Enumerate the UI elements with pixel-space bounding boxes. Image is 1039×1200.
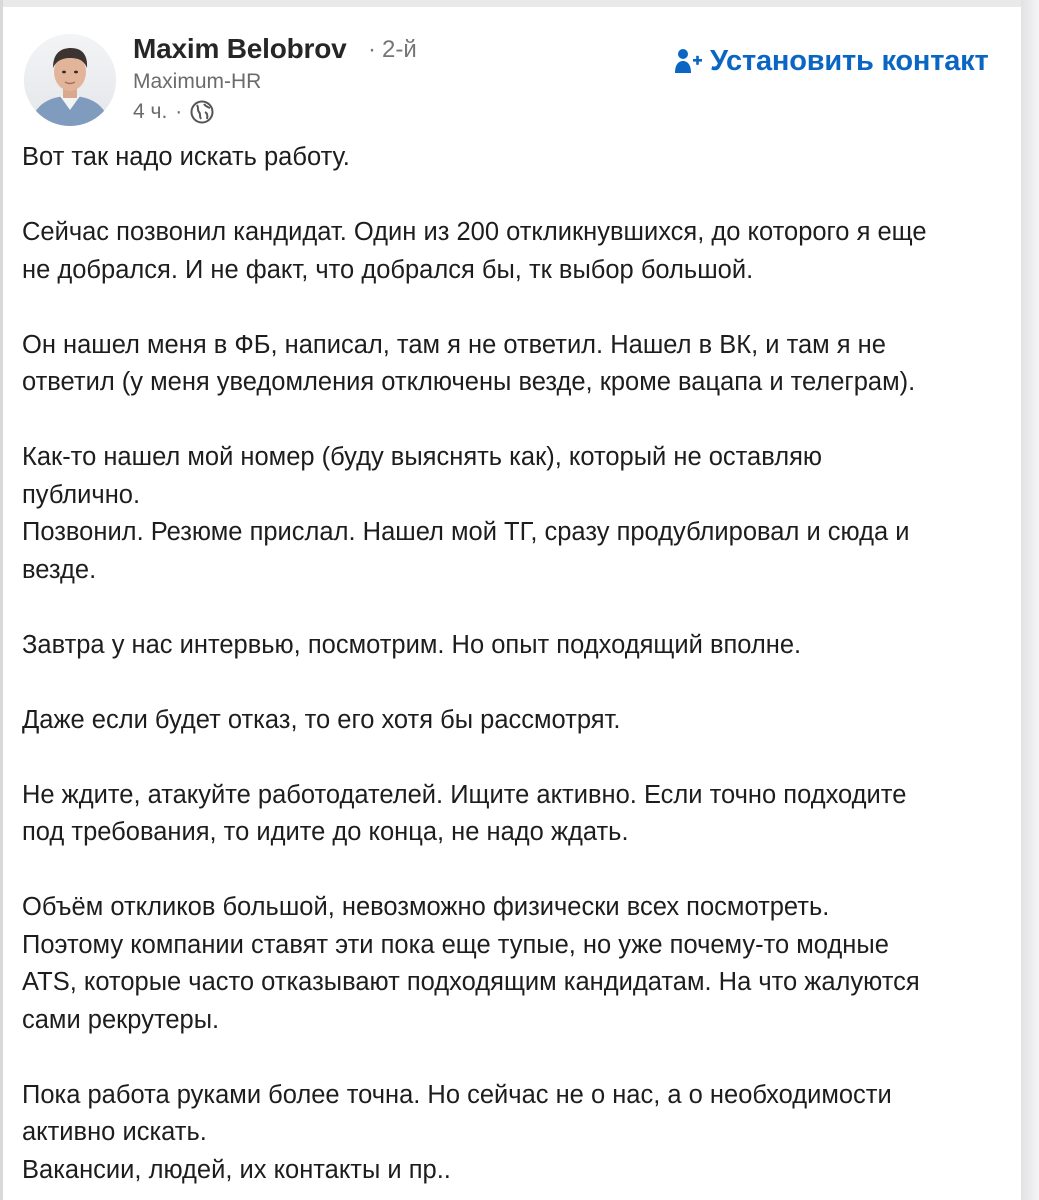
- paragraph-gap: [22, 1039, 1012, 1077]
- add-person-icon: [672, 45, 704, 77]
- paragraph-gap: [22, 664, 1012, 702]
- degree-label: 2-й: [382, 36, 417, 63]
- post-meta: [133, 97, 215, 127]
- connect-button-label: Установить контакт: [710, 44, 989, 77]
- post-line: сами рекрутеры.: [22, 1005, 220, 1034]
- paragraph-gap: [22, 739, 1012, 777]
- post-paragraph: [22, 327, 1012, 402]
- post-line: Объём откликов большой, невозможно физически всех посмотреть.: [22, 893, 830, 921]
- post-line: активно искать.: [22, 1118, 207, 1146]
- post-line: Завтра у нас интервью, посмотрим. Но опыт подходящий вполне.: [22, 630, 802, 659]
- post-line: Как-то нашел мой номер (буду выяснять как), который не оставляю: [22, 443, 823, 471]
- post-paragraph: [22, 139, 1012, 177]
- meta-separator: ·: [175, 100, 183, 123]
- post-line: Позвонил. Резюме прислал. Нашел мой ТГ, сразу продублировал и сюда и: [22, 518, 910, 546]
- post-paragraph: [22, 702, 1012, 740]
- paragraph-gap: [22, 589, 1012, 627]
- paragraph-gap: [22, 852, 1012, 890]
- author-avatar[interactable]: [24, 34, 116, 126]
- author-name[interactable]: Maxim Belobrov: [133, 33, 347, 64]
- connection-degree: [368, 36, 417, 64]
- post-line: Пока работа руками более точна. Но сейчас не о нас, а о необходимости: [22, 1080, 892, 1109]
- post-paragraph: [22, 214, 1012, 289]
- post-line: Он нашел меня в ФБ, написал, там я не ответил. Нашел в ВК, и там я не: [22, 330, 886, 359]
- post-line: Даже если будет отказ, то его хотя бы рассмотрят.: [22, 705, 621, 734]
- degree-separator: ·: [368, 36, 376, 63]
- post-line: Вакансии, людей, их контакты и пр..: [22, 1155, 451, 1184]
- post-line: ATS, которые часто отказывают подходящим кандидатам. На что жалуются: [22, 968, 920, 996]
- post-line: Вот так надо искать работу.: [22, 143, 350, 171]
- post-paragraph: [22, 777, 1012, 852]
- post-line: публично.: [22, 480, 141, 509]
- post-line: не добрался. И не факт, что добрался бы, тк выбор большой.: [22, 255, 754, 284]
- card-left-edge: [0, 0, 3, 1200]
- post-line: везде.: [22, 555, 97, 584]
- paragraph-gap: [22, 402, 1012, 440]
- post-paragraph: [22, 1077, 1012, 1190]
- card-right-edge: [1021, 0, 1039, 1200]
- post-paragraph: [22, 627, 1012, 665]
- paragraph-gap: [22, 177, 1012, 215]
- post-line: Сейчас позвонил кандидат. Один из 200 откликнувшихся, до которого я еще: [22, 218, 927, 246]
- post-paragraph: [22, 439, 1012, 589]
- globe-icon: [189, 99, 215, 125]
- post-body: [22, 139, 1012, 1189]
- paragraph-gap: [22, 289, 1012, 327]
- connect-button[interactable]: [672, 40, 988, 82]
- author-headline: Maximum-HR: [133, 70, 262, 93]
- post-line: ответил (у меня уведомления отключены везде, кроме вацапа и телеграм).: [22, 368, 916, 396]
- post-paragraph: [22, 889, 1012, 1039]
- post-time: 4 ч.: [133, 100, 168, 123]
- post-line: Не ждите, атакуйте работодателей. Ищите активно. Если точно подходите: [22, 780, 907, 809]
- post-header: [0, 0, 1021, 140]
- post-line: Поэтому компании ставят эти пока еще тупые, но уже почему-то модные: [22, 930, 889, 959]
- post-line: под требования, то идите до конца, не надо ждать.: [22, 818, 629, 846]
